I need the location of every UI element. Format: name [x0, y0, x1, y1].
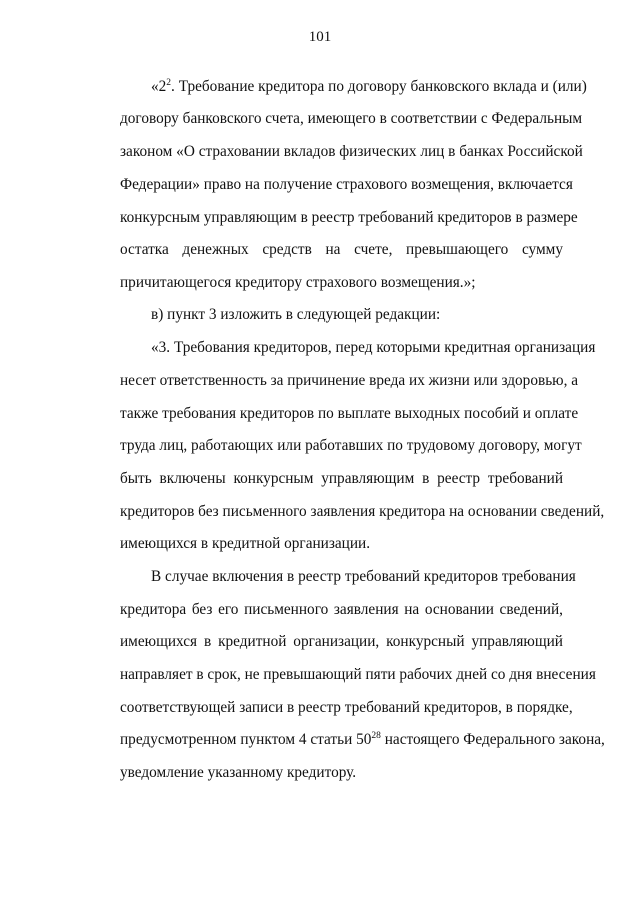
text-line: в) пункт 3 изложить в следующей редакции:: [151, 306, 441, 323]
text-line: имеющихся в кредитной организации, конкурсный управляющий: [120, 633, 563, 650]
text-line: причитающегося кредитору страхового возмещения.»;: [120, 274, 476, 291]
text-line: имеющихся в кредитной организации.: [120, 535, 371, 552]
text-line: предусмотренном пунктом 4 статьи $50^{28}$ настоящего Федерального закона,: [120, 731, 605, 748]
text-line: Федерации» право на получение страхового возмещения, включается: [120, 176, 573, 193]
text-line: остатка денежных средств на счете, превышающего сумму: [120, 241, 563, 258]
text-line: В случае включения в реестр требований кредиторов требования: [151, 568, 576, 585]
text-line: кредиторов без письменного заявления кредитора на основании сведений,: [120, 503, 605, 520]
text-line: уведомление указанному кредитору.: [120, 764, 357, 781]
text-line: «$2^2$. Требование кредитора по договору банковского вклада и (или): [151, 78, 587, 95]
text-line: «3. Требования кредиторов, перед которыми кредитная организация: [151, 339, 596, 356]
page-number: 101: [308, 29, 332, 45]
text-line: законом «О страховании вкладов физических лиц в банках Российской: [120, 143, 583, 160]
text-line: соответствующей записи в реестр требований кредиторов, в порядке,: [120, 699, 573, 716]
text-line: труда лиц, работающих или работавших по трудовому договору, могут: [120, 437, 582, 454]
text-line: договору банковского счета, имеющего в соответствии с Федеральным: [120, 110, 583, 127]
text-line: кредитора без его письменного заявления на основании сведений,: [120, 601, 563, 618]
text-line: конкурсным управляющим в реестр требований кредиторов в размере: [120, 209, 578, 226]
text-line: несет ответственность за причинение вреда их жизни или здоровью, а: [120, 372, 579, 389]
text-line: также требования кредиторов по выплате выходных пособий и оплате: [120, 405, 579, 422]
text-line: направляет в срок, не превышающий пяти рабочих дней со дня внесения: [120, 666, 596, 683]
text-line: быть включены конкурсным управляющим в реестр требований: [120, 470, 563, 487]
